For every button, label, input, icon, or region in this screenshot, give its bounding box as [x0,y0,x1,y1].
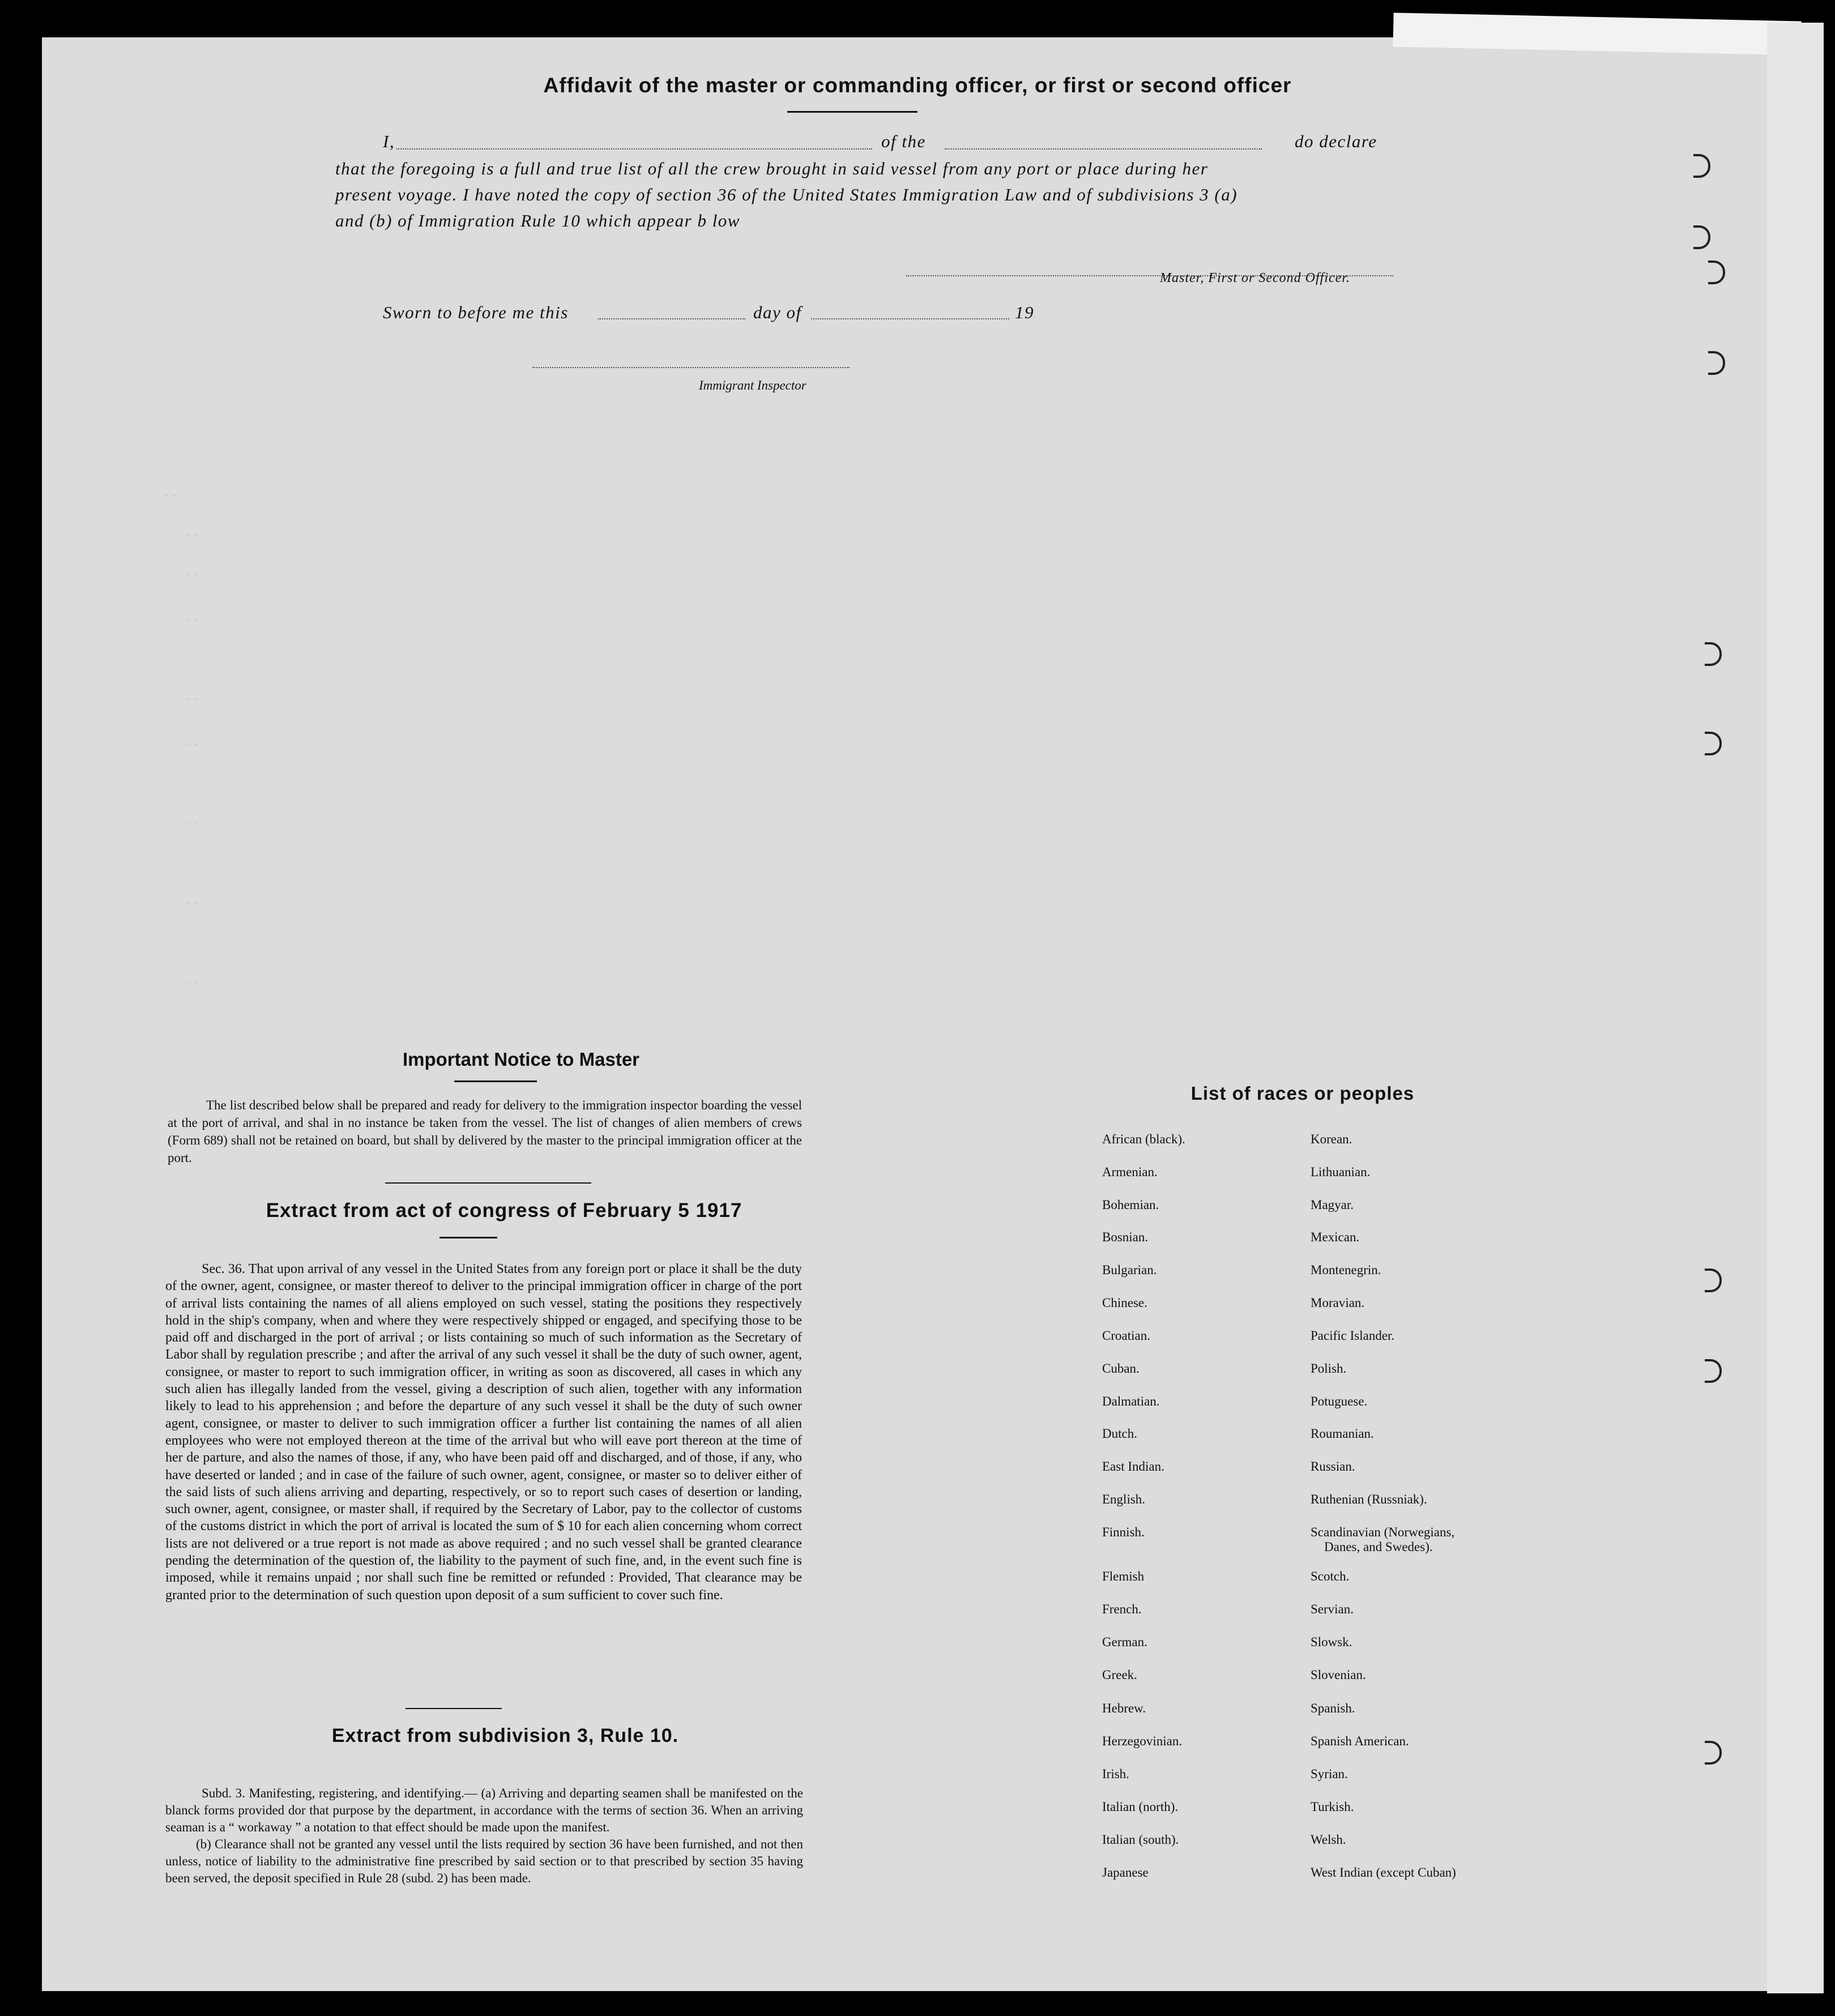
day-of-text: day of [753,302,802,322]
race-right: Spanish. [1311,1701,1355,1715]
affidavit-declare: do declare [1295,131,1377,151]
race-left: Bosnian. [1102,1230,1149,1244]
race-left: East Indian. [1102,1459,1164,1473]
race-left: German. [1102,1635,1147,1649]
inspector-signature-line [532,367,850,368]
race-left: Armenian. [1102,1165,1158,1179]
race-right: Spanish American. [1311,1734,1409,1748]
extract-act-rule [439,1237,497,1238]
notice-title-rule [454,1080,537,1082]
race-left: Japanese [1102,1865,1149,1880]
race-right: Korean. [1311,1132,1352,1146]
race-left: Chinese. [1102,1296,1147,1310]
race-left: Bohemian. [1102,1198,1159,1212]
race-left: French. [1102,1602,1142,1616]
sworn-month-blank [811,318,1009,319]
race-left: Irish. [1102,1767,1129,1781]
subdivision-3-text [165,1785,803,1887]
race-right: Scandinavian (Norwegians, [1311,1525,1455,1539]
race-right: Servian. [1311,1602,1354,1616]
race-left: Italian (south). [1102,1833,1179,1847]
race-right: Ruthenian (Russniak). [1311,1492,1427,1506]
race-right: Potuguese. [1311,1394,1368,1408]
race-left: Hebrew. [1102,1701,1146,1715]
subdivision-3a: Subd. 3. Manifesting, registering, and identifying.— (a) Arriving and departing seamen shall be manifested on the blanck forms provided dor that purpose by the department, in accordance with the terms of section 36. When an arriving seaman is a “ workaway ” a notation to that effect should be made upon the manifest. [165,1786,803,1834]
sworn-day-blank [598,318,745,319]
subdivision-3b: (b) Clearance shall not be granted any vessel until the lists required by section 36 have been furnished, and not then unless, notice of liability to the administrative fine prescribed by said section or to that prescribed by section 35 having been served, the deposit specified in Rule 28 (subd. 2) has been made. [165,1837,803,1885]
section-divider [406,1708,502,1709]
affidavit-line2: that the foregoing is a full and true list of all the crew brought in said vessel from any port or place during her [335,159,1209,178]
race-left: English. [1102,1492,1146,1506]
name-blank [396,148,872,150]
race-right: Montenegrin. [1311,1263,1381,1277]
section-36-text: Sec. 36. That upon arrival of any vessel in the United States from any foreign port or place it shall be the duty of the owner, agent, consignee, or master thereof to deliver to the principal immigration officer in charge of the port of arrival lists containing the names of all aliens employed on such vessel, stating the positions they respectively hold in the ship's company, when and where they were respectively shipped or engaged, and specifying those to be paid off and discharged in the port of arrival ; or lists containing so much of such information as the Secretary of Labor shall by regulation prescribe ; and after the arrival of any such vessel it shall be the duty of such owner, agent, consignee, or master to report to such immigration officer, in writing as soon as discovered, all cases in which any such alien has illegally landed from the vessel, giving a description of such alien, together with any information likely to lead to his apprehension ; and before the departure of any such vessel it shall be the duty of such owner agent, consignee, or master to deliver to such immigration officer a further list containing the names of all alien employees who were not employed thereon at the time of the arrival but who will eave port thereon at the time of her de parture, and also the names of those, if any, who have been paid off and discharged, and of those, if any, who have deserted or landed ; and in case of the failure of such owner, agent, consignee, or master so to deliver either of the said lists of such aliens arriving and departing, respectively, or so to report such cases of desertion or landing, such owner, agent, consignee, or master shall, if required by the Secretary of Labor, pay to the collector of customs of the customs district in which the port of arrival is located the sum of $ 10 for each alien concerning whom correct lists are not delivered or a true report is not made as above required ; and no such vessel shall be granted clearance pending the determination of the question of, the liability to the payment of such fine, and, in the event such fine is imposed, while it remains unpaid ; nor shall such fine be remitted or refunded : Provided, That clearance may be granted prior to the determination of such question upon deposit of a sum sufficient to cover such fine. [165,1262,802,1603]
notice-title: Important Notice to Master [402,1049,640,1070]
race-right-continued: Danes, and Swedes). [1324,1540,1433,1554]
show-through-mark: - - [164,487,176,501]
race-left: Croatian. [1102,1329,1150,1343]
affidavit-i: I, [383,131,395,151]
race-right: Polish. [1311,1361,1347,1376]
section-divider [385,1182,591,1184]
show-through-mark: - - [187,527,199,541]
race-left: Dutch. [1102,1426,1137,1441]
page-edge-right [1767,23,1824,1993]
race-left: Italian (north). [1102,1800,1179,1814]
race-left: African (black). [1102,1132,1185,1146]
race-right: Welsh. [1311,1833,1346,1847]
show-through-mark: - - [187,974,199,988]
year-prefix: 19 [1015,302,1034,322]
race-left: Dalmatian. [1102,1394,1160,1408]
race-left: Herzegovinian. [1102,1734,1183,1748]
inspector-label: Immigrant Inspector [699,378,806,392]
affidavit-title: Affidavit of the master or commanding officer, or first or second officer [543,74,1292,97]
show-through-mark: - - [187,566,199,580]
race-right: Turkish. [1311,1800,1354,1814]
race-right: West Indian (except Cuban) [1311,1865,1456,1880]
race-right: Russian. [1311,1459,1355,1473]
races-title: List of races or peoples [1190,1083,1415,1104]
race-right: Moravian. [1311,1296,1365,1310]
race-right: Roumanian. [1311,1426,1374,1441]
master-signature-label: Master, First or Second Officer. [1160,271,1350,285]
extract-rule-title: Extract from subdivision 3, Rule 10. [331,1725,679,1746]
race-right: Scotch. [1311,1569,1350,1583]
race-right: Syrian. [1311,1767,1348,1781]
show-through-mark: - - [187,736,199,750]
race-left: Bulgarian. [1102,1263,1157,1277]
race-right: Slowsk. [1311,1635,1352,1649]
sworn-text: Sworn to before me this [383,302,569,322]
race-left: Cuban. [1102,1361,1140,1376]
race-left: Finnish. [1102,1525,1145,1539]
extract-act-title: Extract from act of congress of February 5 1917 [266,1199,742,1221]
race-right: Lithuanian. [1311,1165,1371,1179]
affidavit-line4: and (b) of Immigration Rule 10 which appear b low [335,211,740,230]
show-through-mark: - - [187,612,199,626]
affidavit-title-rule [787,111,917,113]
race-right: Slovenian. [1311,1668,1366,1682]
show-through-mark: - - [187,815,199,830]
notice-body: The list described below shall be prepared and ready for delivery to the immigration inspector boarding the vessel at the port of arrival, and shal in no instance be taken from the vessel. The list of changes of alien members of crews (Form 689) shall not be retained on board, but shall by delivered by the master to the principal immigration officer at the port. [168,1098,802,1165]
race-left: Greek. [1102,1668,1137,1682]
race-right: Magyar. [1311,1198,1354,1212]
affidavit-of-the: of the [881,131,926,151]
document-page [42,37,1813,1991]
vessel-blank [945,148,1262,150]
race-left: Flemish [1102,1569,1145,1583]
affidavit-line3: present voyage. I have noted the copy of section 36 of the United States Immigration Law and of subdivisions 3 (a) [335,185,1238,204]
show-through-mark: - - [187,691,199,705]
show-through-mark: - - [187,895,199,909]
race-right: Pacific Islander. [1311,1329,1395,1343]
race-right: Mexican. [1311,1230,1360,1244]
